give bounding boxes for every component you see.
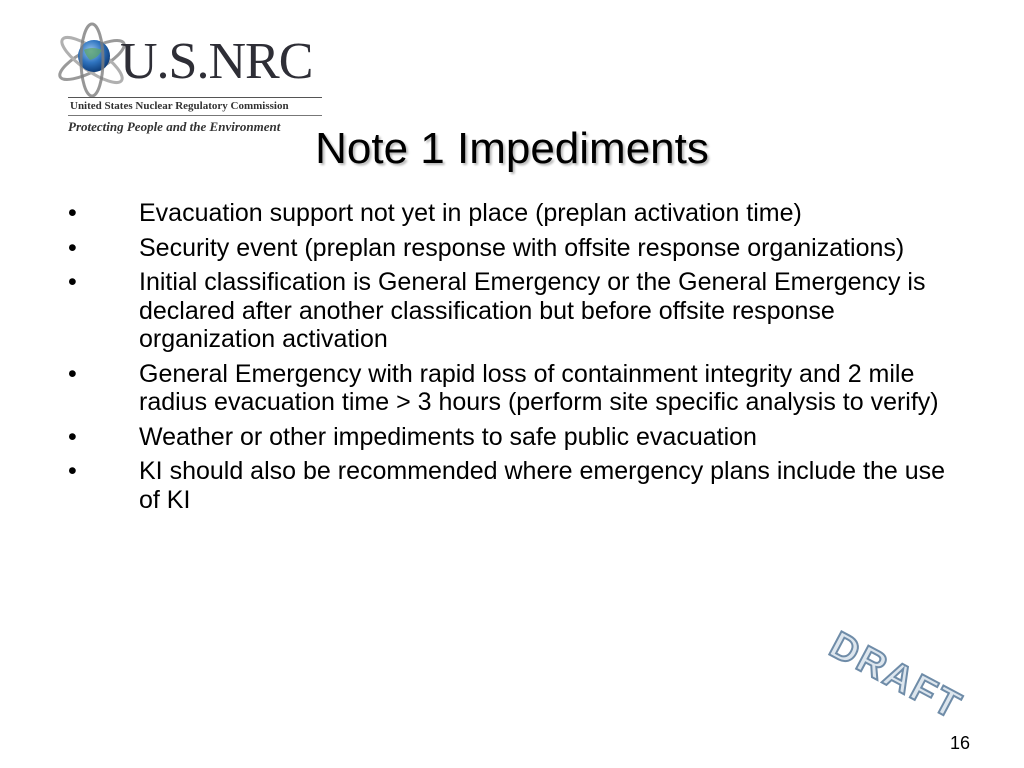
logo-divider [68,115,322,116]
bullet-icon: • [68,199,77,227]
page-number: 16 [949,733,970,753]
bullet-icon: • [68,422,77,451]
logo-wordmark: U.S.NRC [120,33,313,90]
bullet-item [68,423,968,452]
bullet-icon: • [68,233,77,262]
nrc-logo [52,20,327,134]
bullet-item [68,457,968,514]
bullet-list [68,199,968,520]
bullet-text: Security event (preplan response with offsite response organizations) [139,233,905,262]
bullet-item [68,360,968,417]
bullet-icon: • [68,359,77,388]
logo-divider [68,97,322,98]
bullet-text: Evacuation support not yet in place (preplan activation time) [139,199,802,227]
logo-tagline: Protecting People and the Environment [68,119,281,134]
bullet-item [68,268,968,354]
bullet-text: General Emergency with rapid loss of containment integrity and 2 mile radius evacuation time > 3 hours (perform site specific analysis to verify) [139,359,939,416]
bullet-text: KI should also be recommended where emergency plans include the use of KI [139,457,946,514]
logo-subtitle: United States Nuclear Regulatory Commission [70,100,289,112]
bullet-icon: • [68,268,77,296]
bullet-icon: • [68,457,77,485]
slide-title: Note 1 Impediments [315,124,709,173]
bullet-item [68,199,968,228]
bullet-text: Weather or other impediments to safe public evacuation [139,422,757,451]
draft-watermark: DRAFT [822,624,970,729]
bullet-item [68,234,968,263]
bullet-text: Initial classification is General Emergency or the General Emergency is declared after another classification but before offsite response organization activation [139,268,926,353]
